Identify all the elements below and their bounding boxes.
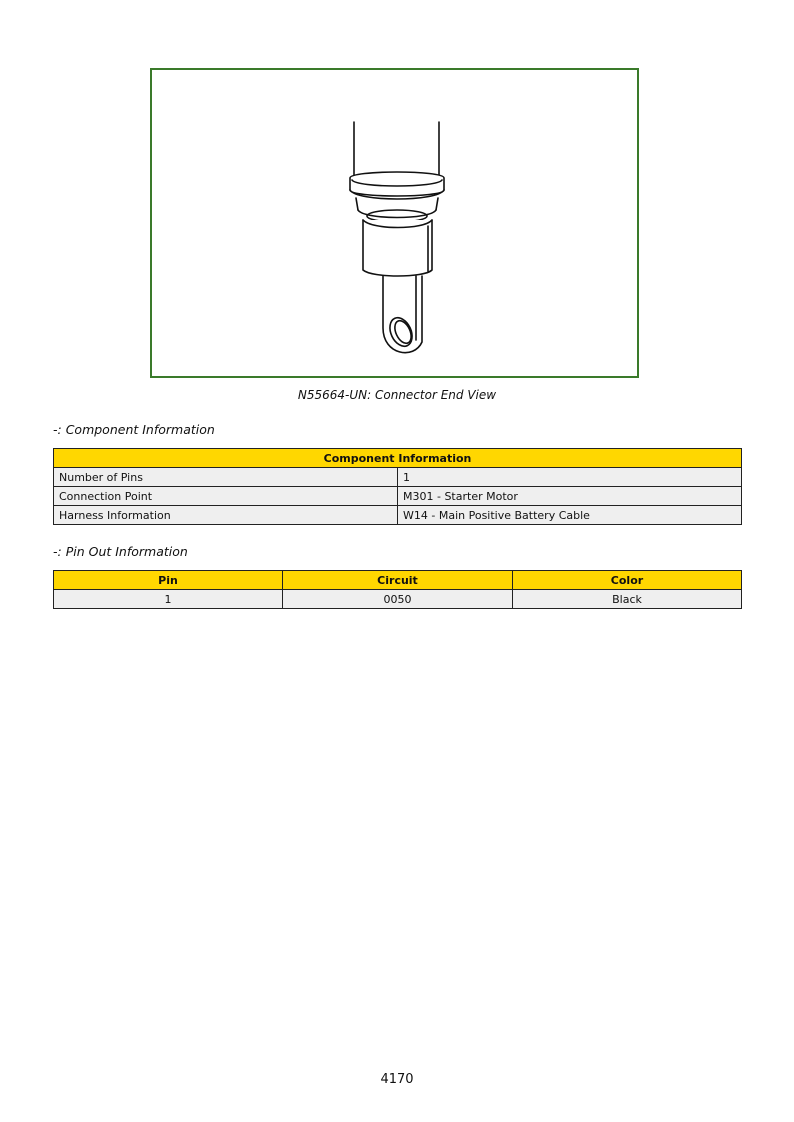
table-row <box>54 468 742 487</box>
column-header-circuit: Circuit <box>283 571 513 590</box>
figure-frame <box>150 68 639 378</box>
table-header: Component Information <box>54 449 742 468</box>
row-value: W14 - Main Positive Battery Cable <box>398 506 742 525</box>
table-header-row <box>54 449 742 468</box>
connector-end-view-illustration <box>152 70 637 376</box>
row-label: Connection Point <box>54 487 398 506</box>
component-information-table <box>53 448 742 525</box>
row-value: M301 - Starter Motor <box>398 487 742 506</box>
figure-caption: N55664-UN: Connector End View <box>297 388 497 402</box>
pinout-section-title: -: Pin Out Information <box>53 544 188 559</box>
table-header-row <box>54 571 742 590</box>
column-header-color: Color <box>513 571 742 590</box>
row-label: Harness Information <box>54 506 398 525</box>
table-row <box>54 487 742 506</box>
pin-cell: 1 <box>54 590 283 609</box>
pinout-table <box>53 570 742 609</box>
page-number: 4170 <box>380 1072 414 1087</box>
table-row <box>54 506 742 525</box>
column-header-pin: Pin <box>54 571 283 590</box>
row-value: 1 <box>398 468 742 487</box>
table-row <box>54 590 742 609</box>
circuit-cell: 0050 <box>283 590 513 609</box>
row-label: Number of Pins <box>54 468 398 487</box>
color-cell: Black <box>513 590 742 609</box>
component-section-title: -: Component Information <box>53 422 215 437</box>
